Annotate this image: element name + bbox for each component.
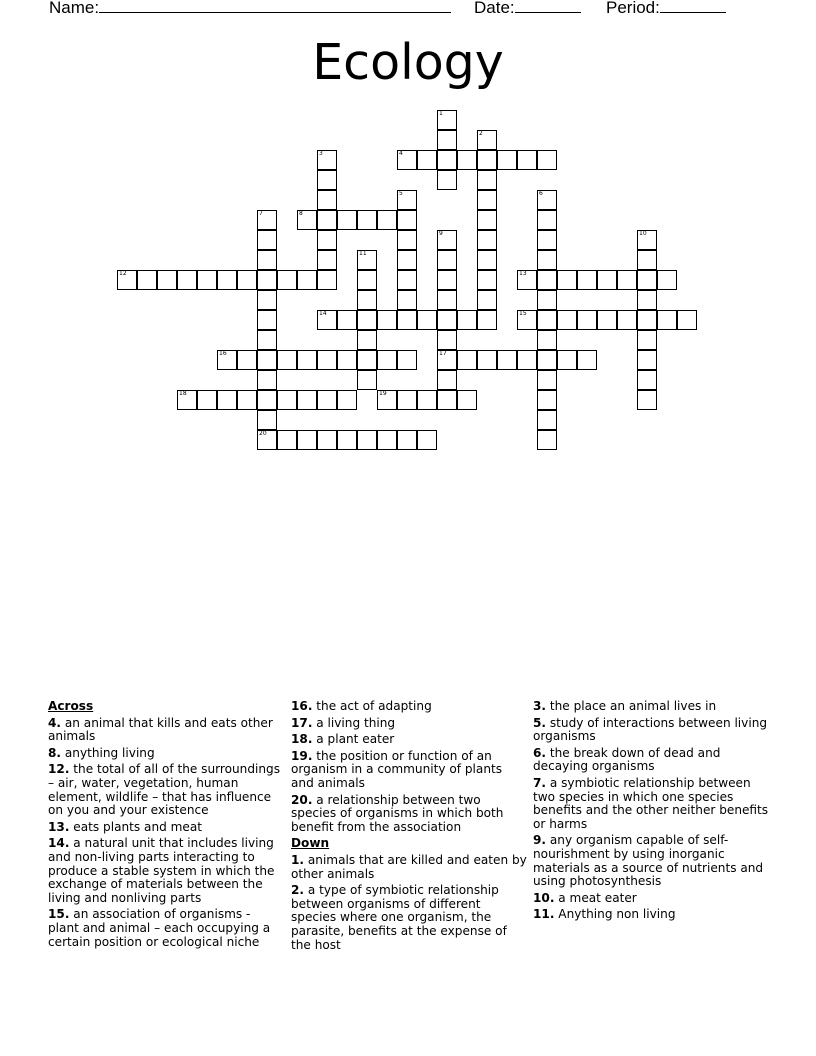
clue-number-label: 6 bbox=[539, 190, 543, 197]
grid-cell[interactable] bbox=[437, 330, 457, 350]
grid-cell[interactable] bbox=[357, 290, 377, 310]
grid-cell[interactable] bbox=[477, 270, 497, 290]
clue-across-14: 14. a natural unit that includes living and non-living parts interacting to produce a stable system in which the exchange of materials between the living and nonliving parts bbox=[48, 836, 275, 905]
clue-number-label: 11 bbox=[359, 250, 367, 257]
grid-cell[interactable] bbox=[397, 250, 417, 270]
clue-number-label: 9 bbox=[439, 230, 443, 237]
grid-cell[interactable] bbox=[157, 270, 177, 290]
grid-cell[interactable] bbox=[657, 310, 677, 330]
crossword-grid bbox=[0, 0, 816, 470]
grid-cell[interactable] bbox=[257, 370, 277, 390]
grid-cell[interactable] bbox=[317, 170, 337, 190]
grid-cell[interactable] bbox=[457, 150, 477, 170]
clue-number-label: 4 bbox=[399, 150, 403, 157]
grid-cell[interactable] bbox=[537, 290, 557, 310]
clue-down-7: 7. a symbiotic relationship between two species in which one species benefits and the other neither benefits or harms bbox=[533, 775, 769, 831]
grid-cell[interactable] bbox=[637, 270, 657, 290]
grid-cell[interactable] bbox=[317, 190, 337, 210]
grid-cell[interactable] bbox=[397, 290, 417, 310]
grid-cell[interactable] bbox=[437, 350, 457, 370]
grid-cell[interactable] bbox=[297, 430, 317, 450]
grid-cell[interactable] bbox=[477, 290, 497, 310]
grid-cell[interactable] bbox=[317, 230, 337, 250]
grid-cell[interactable] bbox=[217, 270, 237, 290]
grid-cell[interactable] bbox=[397, 210, 417, 230]
grid-cell[interactable] bbox=[357, 270, 377, 290]
grid-cell[interactable] bbox=[437, 270, 457, 290]
grid-cell[interactable] bbox=[637, 390, 657, 410]
grid-cell[interactable] bbox=[277, 270, 297, 290]
grid-cell[interactable] bbox=[317, 250, 337, 270]
grid-cell[interactable] bbox=[257, 230, 277, 250]
grid-cell[interactable] bbox=[377, 310, 397, 330]
grid-cell[interactable] bbox=[457, 350, 477, 370]
grid-cell[interactable] bbox=[637, 290, 657, 310]
clue-down-3: 3. the place an animal lives in bbox=[533, 699, 717, 713]
clue-down-10: 10. a meat eater bbox=[533, 890, 637, 905]
grid-cell[interactable] bbox=[437, 170, 457, 190]
grid-cell[interactable] bbox=[617, 270, 637, 290]
grid-cell[interactable] bbox=[337, 210, 357, 230]
grid-cell[interactable] bbox=[337, 390, 357, 410]
grid-cell[interactable] bbox=[517, 350, 537, 370]
grid-cell[interactable] bbox=[537, 310, 557, 330]
grid-cell[interactable] bbox=[317, 430, 337, 450]
grid-cell[interactable] bbox=[537, 430, 557, 450]
clue-number-label: 1 bbox=[439, 110, 443, 117]
grid-cell[interactable] bbox=[477, 190, 497, 210]
grid-cell[interactable] bbox=[237, 350, 257, 370]
grid-cell[interactable] bbox=[257, 290, 277, 310]
grid-cell[interactable] bbox=[257, 350, 277, 370]
grid-cell[interactable] bbox=[477, 350, 497, 370]
grid-cell[interactable] bbox=[537, 230, 557, 250]
grid-cell[interactable] bbox=[317, 150, 337, 170]
grid-cell[interactable] bbox=[357, 250, 377, 270]
grid-cell[interactable] bbox=[397, 230, 417, 250]
grid-cell[interactable] bbox=[417, 150, 437, 170]
grid-cell[interactable] bbox=[297, 270, 317, 290]
grid-cell[interactable] bbox=[257, 330, 277, 350]
grid-cell[interactable] bbox=[597, 310, 617, 330]
clues-column-2 bbox=[291, 700, 527, 955]
grid-cell[interactable] bbox=[397, 310, 417, 330]
grid-cell[interactable] bbox=[437, 310, 457, 330]
grid-cell[interactable] bbox=[197, 390, 217, 410]
grid-cell[interactable] bbox=[257, 270, 277, 290]
grid-cell[interactable] bbox=[277, 390, 297, 410]
clue-across-18: 18. a plant eater bbox=[291, 732, 395, 747]
clue-number-label: 20 bbox=[259, 430, 267, 437]
grid-cell[interactable] bbox=[637, 230, 657, 250]
grid-cell[interactable] bbox=[637, 370, 657, 390]
grid-cell[interactable] bbox=[437, 130, 457, 150]
grid-cell[interactable] bbox=[637, 350, 657, 370]
grid-cell[interactable] bbox=[657, 270, 677, 290]
grid-cell[interactable] bbox=[397, 270, 417, 290]
grid-cell[interactable] bbox=[357, 430, 377, 450]
grid-cell[interactable] bbox=[297, 210, 317, 230]
grid-cell[interactable] bbox=[357, 350, 377, 370]
clue-across-17: 17. a living thing bbox=[291, 715, 396, 730]
grid-cell[interactable] bbox=[337, 350, 357, 370]
grid-cell[interactable] bbox=[397, 190, 417, 210]
clue-across-8: 8. anything living bbox=[48, 745, 155, 760]
clue-number-label: 8 bbox=[299, 210, 303, 217]
grid-cell[interactable] bbox=[237, 270, 257, 290]
grid-cell[interactable] bbox=[437, 250, 457, 270]
grid-cell[interactable] bbox=[357, 210, 377, 230]
clue-number-label: 18 bbox=[179, 390, 187, 397]
page-title: Ecology bbox=[312, 34, 504, 91]
grid-cell[interactable] bbox=[397, 390, 417, 410]
grid-cell[interactable] bbox=[557, 350, 577, 370]
grid-cell[interactable] bbox=[517, 150, 537, 170]
grid-cell[interactable] bbox=[317, 390, 337, 410]
clue-down-2: 2. a type of symbiotic relationship between organisms of different species where one organism, the parasite, benefits at the expense of the host bbox=[291, 883, 507, 952]
grid-cell[interactable] bbox=[477, 230, 497, 250]
clues-column-3 bbox=[533, 700, 769, 925]
grid-cell[interactable] bbox=[277, 430, 297, 450]
grid-cell[interactable] bbox=[357, 330, 377, 350]
clue-number-label: 13 bbox=[519, 270, 527, 277]
clue-number-label: 17 bbox=[439, 350, 447, 357]
grid-cell[interactable] bbox=[177, 390, 197, 410]
grid-cell[interactable] bbox=[257, 310, 277, 330]
grid-cell[interactable] bbox=[537, 390, 557, 410]
grid-cell[interactable] bbox=[537, 150, 557, 170]
clue-across-13: 13. eats plants and meat bbox=[48, 819, 203, 834]
grid-cell[interactable] bbox=[217, 350, 237, 370]
grid-cell[interactable] bbox=[317, 210, 337, 230]
grid-cell[interactable] bbox=[537, 190, 557, 210]
grid-cell[interactable] bbox=[377, 210, 397, 230]
date-label: Date: bbox=[474, 0, 515, 17]
grid-cell[interactable] bbox=[537, 270, 557, 290]
grid-cell[interactable] bbox=[617, 310, 637, 330]
grid-cell[interactable] bbox=[457, 310, 477, 330]
grid-cell[interactable] bbox=[337, 430, 357, 450]
clue-down-6: 6. the break down of dead and decaying organisms bbox=[533, 745, 721, 774]
grid-cell[interactable] bbox=[577, 310, 597, 330]
grid-cell[interactable] bbox=[317, 350, 337, 370]
clue-across-12: 12. the total of all of the surroundings – air, water, vegetation, human element, wildlife – that has influence on you and your existence bbox=[48, 762, 280, 818]
clue-number-label: 19 bbox=[379, 390, 387, 397]
grid-cell[interactable] bbox=[297, 350, 317, 370]
grid-cell[interactable] bbox=[557, 310, 577, 330]
grid-cell[interactable] bbox=[177, 270, 197, 290]
grid-cell[interactable] bbox=[577, 350, 597, 370]
grid-cell[interactable] bbox=[397, 430, 417, 450]
grid-cell[interactable] bbox=[257, 210, 277, 230]
clue-number-label: 3 bbox=[319, 150, 323, 157]
grid-cell[interactable] bbox=[417, 310, 437, 330]
clue-across-16: 16. the act of adapting bbox=[291, 699, 432, 713]
clue-number-label: 2 bbox=[479, 130, 483, 137]
clue-down-1: 1. animals that are killed and eaten by other animals bbox=[291, 852, 527, 881]
clue-number-label: 7 bbox=[259, 210, 263, 217]
clue-across-15: 15. an association of organisms - plant and animal – each occupying a certain position or ecological niche bbox=[48, 907, 271, 949]
clue-number-label: 16 bbox=[219, 350, 227, 357]
grid-cell[interactable] bbox=[377, 350, 397, 370]
grid-cell[interactable] bbox=[357, 370, 377, 390]
grid-cell[interactable] bbox=[437, 290, 457, 310]
grid-cell[interactable] bbox=[477, 250, 497, 270]
grid-cell[interactable] bbox=[597, 270, 617, 290]
grid-cell[interactable] bbox=[477, 210, 497, 230]
grid-cell[interactable] bbox=[257, 430, 277, 450]
grid-cell[interactable] bbox=[397, 150, 417, 170]
down-heading: Down bbox=[291, 836, 330, 851]
grid-cell[interactable] bbox=[637, 310, 657, 330]
grid-cell[interactable] bbox=[537, 370, 557, 390]
clue-number-label: 5 bbox=[399, 190, 403, 197]
grid-cell[interactable] bbox=[477, 150, 497, 170]
grid-cell[interactable] bbox=[637, 330, 657, 350]
grid-cell[interactable] bbox=[677, 310, 697, 330]
grid-cell[interactable] bbox=[637, 250, 657, 270]
grid-cell[interactable] bbox=[317, 310, 337, 330]
grid-cell[interactable] bbox=[577, 270, 597, 290]
grid-cell[interactable] bbox=[337, 310, 357, 330]
grid-cell[interactable] bbox=[517, 310, 537, 330]
grid-cell[interactable] bbox=[297, 390, 317, 410]
grid-cell[interactable] bbox=[417, 390, 437, 410]
clue-number-label: 14 bbox=[319, 310, 327, 317]
clues-column-1 bbox=[48, 700, 284, 952]
clue-across-4: 4. an animal that kills and eats other animals bbox=[48, 715, 273, 744]
clue-number-label: 10 bbox=[639, 230, 647, 237]
grid-cell[interactable] bbox=[117, 270, 137, 290]
grid-cell[interactable] bbox=[437, 150, 457, 170]
across-heading: Across bbox=[48, 699, 94, 713]
clue-down-11: 11. Anything non living bbox=[533, 907, 676, 922]
grid-cell[interactable] bbox=[537, 250, 557, 270]
grid-cell[interactable] bbox=[437, 110, 457, 130]
grid-cell[interactable] bbox=[537, 330, 557, 350]
clue-across-20: 20. a relationship between two species of organisms in which both benefit from the association bbox=[291, 792, 504, 834]
grid-cell[interactable] bbox=[357, 310, 377, 330]
grid-cell[interactable] bbox=[437, 230, 457, 250]
grid-cell[interactable] bbox=[277, 350, 297, 370]
period-label: Period: bbox=[606, 0, 660, 17]
grid-cell[interactable] bbox=[537, 350, 557, 370]
grid-cell[interactable] bbox=[457, 390, 477, 410]
grid-cell[interactable] bbox=[197, 270, 217, 290]
grid-cell[interactable] bbox=[437, 390, 457, 410]
clue-across-19: 19. the position or function of an organism in a community of plants and animals bbox=[291, 748, 503, 790]
grid-cell[interactable] bbox=[477, 130, 497, 150]
grid-cell[interactable] bbox=[477, 310, 497, 330]
grid-cell[interactable] bbox=[257, 410, 277, 430]
grid-cell[interactable] bbox=[237, 390, 257, 410]
grid-cell[interactable] bbox=[377, 430, 397, 450]
grid-cell[interactable] bbox=[417, 430, 437, 450]
grid-cell[interactable] bbox=[377, 390, 397, 410]
grid-cell[interactable] bbox=[257, 390, 277, 410]
grid-cell[interactable] bbox=[477, 170, 497, 190]
grid-cell[interactable] bbox=[217, 390, 237, 410]
grid-cell[interactable] bbox=[537, 410, 557, 430]
clue-down-9: 9. any organism capable of self-nourishment by using inorganic materials as a source of nutrients and using photosynthesis bbox=[533, 833, 764, 889]
grid-cell[interactable] bbox=[497, 150, 517, 170]
grid-cell[interactable] bbox=[497, 350, 517, 370]
grid-cell[interactable] bbox=[257, 250, 277, 270]
grid-cell[interactable] bbox=[517, 270, 537, 290]
grid-cell[interactable] bbox=[437, 370, 457, 390]
grid-cell[interactable] bbox=[397, 350, 417, 370]
grid-cell[interactable] bbox=[317, 270, 337, 290]
name-label: Name: bbox=[49, 0, 100, 17]
clue-number-label: 12 bbox=[119, 270, 127, 277]
grid-cell[interactable] bbox=[537, 210, 557, 230]
clue-number-label: 15 bbox=[519, 310, 527, 317]
grid-cell[interactable] bbox=[137, 270, 157, 290]
grid-cell[interactable] bbox=[557, 270, 577, 290]
clue-down-5: 5. study of interactions between living organisms bbox=[533, 715, 768, 744]
